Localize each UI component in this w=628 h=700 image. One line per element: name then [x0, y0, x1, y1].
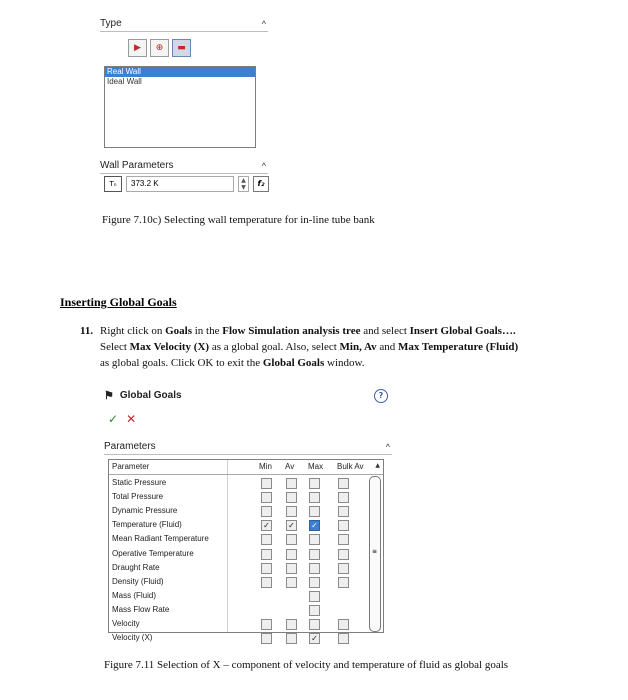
- goal-checkbox[interactable]: [261, 534, 272, 545]
- parameters-title: Parameters: [104, 441, 156, 452]
- global-goals-title: Global Goals: [119, 390, 182, 401]
- goal-checkbox[interactable]: [338, 633, 349, 644]
- goal-checkbox[interactable]: [309, 492, 320, 503]
- function-button[interactable]: f₂: [253, 176, 269, 192]
- goal-checkbox[interactable]: [286, 577, 297, 588]
- wall-temperature-input[interactable]: 373.2 K: [126, 176, 234, 192]
- step-number: 11.: [80, 325, 94, 337]
- column-header-bulk-av[interactable]: Bulk Av: [337, 462, 364, 471]
- goal-checkbox[interactable]: [338, 549, 349, 560]
- goal-checkbox[interactable]: [286, 619, 297, 630]
- goal-checkbox[interactable]: [261, 549, 272, 560]
- parameter-name: Velocity: [112, 619, 140, 628]
- list-item-real-wall[interactable]: Real Wall: [105, 67, 255, 77]
- step-line-3: as global goals. Click OK to exit the Global Goals window.: [100, 357, 365, 369]
- goal-checkbox[interactable]: [286, 534, 297, 545]
- divider: [104, 454, 392, 455]
- goal-checkbox[interactable]: [286, 492, 297, 503]
- table-row: [109, 490, 383, 504]
- table-row: [109, 504, 383, 518]
- column-header-max[interactable]: Max: [308, 462, 324, 471]
- goal-checkbox[interactable]: [309, 534, 320, 545]
- table-row: [109, 603, 383, 617]
- spinner-arrows-icon[interactable]: ▲ ▼: [238, 176, 249, 192]
- figure-caption-7-11: Figure 7.11 Selection of X – component of velocity and temperature of fluid as global goals: [104, 659, 509, 671]
- wall-type-list[interactable]: [104, 66, 256, 148]
- global-goals-title-bar: [104, 389, 182, 402]
- goal-checkbox[interactable]: [261, 619, 272, 630]
- goal-checkbox[interactable]: [309, 577, 320, 588]
- wall-temperature-row: [104, 176, 269, 192]
- goal-checkbox[interactable]: [309, 478, 320, 489]
- type-header[interactable]: [100, 18, 268, 29]
- goal-checkbox[interactable]: [286, 478, 297, 489]
- thermal-boundary-icon[interactable]: ▬: [172, 39, 191, 57]
- ok-cancel-bar: [108, 412, 136, 426]
- step-line-1: Right click on Goals in the Flow Simulation analysis tree and select Insert Global Goals….: [100, 325, 516, 337]
- wall-heat-icon[interactable]: ▶: [128, 39, 147, 57]
- table-row: [109, 476, 383, 490]
- checkered-flag-icon: ⚑: [104, 390, 114, 402]
- divider: [100, 31, 268, 32]
- header-divider: [109, 474, 383, 475]
- radiation-icon[interactable]: ⊕: [150, 39, 169, 57]
- type-panel: [100, 18, 268, 191]
- goal-checkbox[interactable]: [261, 577, 272, 588]
- cancel-button[interactable]: ✕: [126, 412, 137, 426]
- parameter-name: Temperature (Fluid): [112, 520, 182, 530]
- list-item-ideal-wall[interactable]: Ideal Wall: [107, 77, 142, 86]
- goal-checkbox[interactable]: [261, 478, 272, 489]
- section-title: Inserting Global Goals: [60, 295, 177, 309]
- goal-checkbox[interactable]: ✓: [309, 633, 320, 644]
- column-header-min[interactable]: Min: [259, 462, 272, 471]
- collapse-chevron-icon[interactable]: ^: [385, 441, 390, 452]
- goal-checkbox[interactable]: [309, 549, 320, 560]
- table-row: [109, 617, 383, 631]
- table-row: [109, 547, 383, 561]
- goal-checkbox[interactable]: [261, 506, 272, 517]
- parameter-name: Velocity (X): [112, 633, 153, 643]
- parameter-name: Static Pressure: [112, 478, 167, 487]
- temperature-icon: Tₙ: [104, 176, 122, 192]
- column-header-av[interactable]: Av: [285, 462, 295, 471]
- goal-checkbox[interactable]: [309, 605, 320, 616]
- table-row: [109, 532, 383, 546]
- goal-checkbox[interactable]: [286, 563, 297, 574]
- table-row: [109, 631, 383, 645]
- goal-checkbox[interactable]: [309, 619, 320, 630]
- goal-checkbox[interactable]: [309, 563, 320, 574]
- table-row: [109, 518, 383, 532]
- parameter-name: Draught Rate: [112, 562, 160, 572]
- goal-checkbox[interactable]: [261, 633, 272, 644]
- wall-parameters-header[interactable]: [100, 160, 268, 174]
- goal-checkbox[interactable]: [309, 506, 320, 517]
- goal-checkbox[interactable]: [338, 563, 349, 574]
- ok-button[interactable]: ✓: [108, 412, 119, 426]
- type-toolbar: [128, 39, 191, 57]
- goal-checkbox[interactable]: [338, 506, 349, 517]
- goal-checkbox[interactable]: [309, 591, 320, 602]
- table-row: [109, 561, 383, 575]
- goal-checkbox[interactable]: [286, 549, 297, 560]
- scrollbar[interactable]: [369, 476, 381, 632]
- step-line-2: Select Max Velocity (X) as a global goal. Also, select Min, Av and Max Temperature (Fluid): [100, 341, 519, 353]
- parameters-table: [108, 459, 384, 644]
- type-title: Type: [100, 18, 122, 29]
- figure-caption-7-10c: Figure 7.10c) Selecting wall temperature for in-line tube bank: [102, 214, 375, 226]
- goal-checkbox[interactable]: ✓: [261, 520, 272, 531]
- parameter-name: Mean Radiant Temperature: [112, 534, 209, 544]
- scrollbar-grip-icon[interactable]: ≡: [372, 548, 378, 555]
- goal-checkbox[interactable]: [338, 534, 349, 545]
- table-row: [109, 589, 383, 603]
- help-icon[interactable]: ?: [374, 389, 388, 403]
- step-11: [80, 323, 584, 371]
- goal-checkbox[interactable]: [286, 633, 297, 644]
- collapse-chevron-icon[interactable]: ^: [261, 160, 266, 171]
- goal-checkbox[interactable]: [338, 492, 349, 503]
- parameter-name: Total Pressure: [112, 492, 164, 502]
- goal-checkbox[interactable]: [338, 577, 349, 588]
- table-header-row: [109, 460, 383, 474]
- parameter-name: Dynamic Pressure: [112, 506, 178, 516]
- column-header-parameter: Parameter: [112, 462, 150, 471]
- goal-checkbox[interactable]: [261, 492, 272, 503]
- goal-checkbox[interactable]: ✓: [286, 520, 297, 531]
- wall-parameters-title: Wall Parameters: [100, 160, 174, 171]
- goal-checkbox[interactable]: ✓: [309, 520, 320, 531]
- parameters-header[interactable]: [104, 441, 392, 455]
- parameter-name: Mass Flow Rate: [112, 604, 170, 614]
- goal-checkbox[interactable]: [286, 506, 297, 517]
- goal-checkbox[interactable]: [338, 478, 349, 489]
- goal-checkbox[interactable]: [338, 619, 349, 630]
- parameter-name: Mass (Fluid): [112, 590, 157, 600]
- parameter-name: Density (Fluid): [112, 576, 164, 586]
- collapse-chevron-icon[interactable]: ^: [261, 18, 266, 29]
- parameter-name: Operative Temperature: [112, 548, 194, 558]
- divider: [100, 173, 268, 174]
- goal-checkbox[interactable]: [261, 563, 272, 574]
- goal-checkbox[interactable]: [338, 520, 349, 531]
- table-row: [109, 575, 383, 589]
- scroll-up-arrow-icon[interactable]: ▲: [375, 462, 380, 469]
